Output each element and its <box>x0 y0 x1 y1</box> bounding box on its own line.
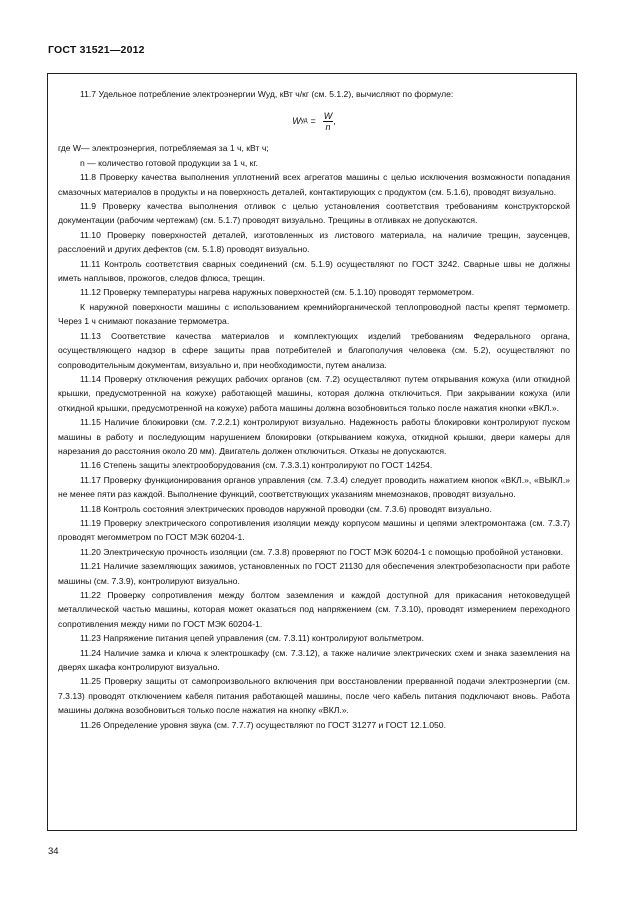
formula-tail: , <box>333 116 336 127</box>
paragraph-11-23: 11.23 Напряжение питания цепей управления (см. 7.3.11) контролируют вольтметром. <box>80 633 425 644</box>
paragraph-11-11: 11.11 Контроль соответствия сварных соединений (см. 5.1.9) осуществляют по ГОСТ 3242. Сварные швы не должны иметь наплывов, прожогов, следов флюса, трещин. <box>58 258 570 284</box>
paragraph-11-13: 11.13 Соответствие качества материалов и комплектующих изделий требованиям Федерального органа, осуществляющего надзор в сфере защиты прав потребителей и благополучия человека (см. 5.2), осуществляют по сопроводительным документам, визуально и, при необходимости, путем анализа. <box>58 330 570 370</box>
paragraph-11-14: 11.14 Проверку отключения режущих рабочих органов (см. 7.2) осуществляют путем открывания кожуха (или откидной крышки, предусмотренной на кожухе) работающей машины, которая должна отключиться. При закрывании кожуха (или откидной крышки, предусмотренной на кожухе) работа машины должна возобновиться только после нажатия кнопки «ВКЛ.». <box>58 373 570 413</box>
document-body <box>58 87 570 732</box>
where-n: n — количество готовой продукции за 1 ч, кг. <box>80 157 258 168</box>
paragraph-11-19: 11.19 Проверку электрического сопротивления изоляции между корпусом машины и цепями электромонтажа (см. 7.3.7) проводят мегомметром по ГОСТ МЭК 60204-1. <box>58 517 570 543</box>
paragraph-11-12: 11.12 Проверку температуры нагрева наружных поверхностей (см. 5.1.10) проводят термометром. <box>80 287 475 298</box>
paragraph-11-18: 11.18 Контроль состояния электрических проводов наружной проводки (см. 7.3.6) проводят визуально. <box>80 503 492 514</box>
formula-denominator: n <box>325 121 331 132</box>
paragraph-11-9: 11.9 Проверку качества выполнения отливок с целью установления соответствия требованиям конструкторской документации (рабочим чертежам) (см. 5.1.7) проводят визуально. Трещины в отливках не допускаются. <box>58 201 570 226</box>
paragraph-11-7: 11.7 Удельное потребление электроэнергии Wуд, кВт ч/кг (см. 5.1.2), вычисляют по формуле: <box>80 89 454 99</box>
paragraph-11-10: 11.10 Проверку поверхностей деталей, изготовленных из листового материала, на наличие трещин, заусенцев, расслоений и других дефектов (см. 5.1.8) проводят визуально. <box>58 229 570 255</box>
paragraph-11-20: 11.20 Электрическую прочность изоляции (см. 7.3.8) проверяют по ГОСТ МЭК 60204-1 с помощью пробойной установки. <box>80 546 564 557</box>
paragraph-11-21: 11.21 Наличие заземляющих зажимов, установленных по ГОСТ 21130 для обеспечения электробезопасности при работе машины (см. 7.3.9), контролируют визуально. <box>58 561 570 586</box>
paragraph-11-17: 11.17 Проверку функционирования органов управления (см. 7.3.4) следует проводить нажатием кнопок «ВКЛ.», «ВЫКЛ.» не менее пяти раз каждой. Выполнение функций, соответствующих указаниям мнемознаков, проводят визуально. <box>58 474 570 500</box>
formula-equals: = <box>310 116 316 127</box>
where-w: где W— электроэнергия, потребляемая за 1 ч, кВт ч; <box>58 143 269 154</box>
paragraph-11-26: 11.26 Определение уровня звука (см. 7.7.7) осуществляют по ГОСТ 31277 и ГОСТ 12.1.050. <box>80 719 446 730</box>
formula-lhs: W <box>292 116 301 127</box>
formula-numerator: W <box>323 110 333 121</box>
formula <box>58 101 570 141</box>
paragraph-11-8: 11.8 Проверку качества выполнения уплотнений всех агрегатов машины с целью исключения возможности попадания смазочных материалов в продукты и на поверхность деталей, контактирующих с продуктом (см. 5.1.6), проводят визуально. <box>58 172 570 197</box>
formula-lhs-sub: уд <box>300 117 308 125</box>
paragraph-11-24: 11.24 Наличие замка и ключа к электрошкафу (см. 7.3.12), а также наличие электрических схем и знака заземления на дверях шкафа контролируют визуально. <box>58 647 570 673</box>
paragraph-11-22: 11.22 Проверку сопротивления между болтом заземления и каждой доступной для прикасания нетоковедущей металлической частью машины, которая может оказаться под напряжением (см. 7.3.10), проводят измерением переходного сопротивления между ними по ГОСТ МЭК 60204-1. <box>58 590 570 629</box>
paragraph-11-25: 11.25 Проверку защиты от самопроизвольного включения при восстановлении прерванной подачи электроэнергии (см. 7.3.13) проводят отключением кабеля питания работающей машины, после чего кабель питания подключают вновь. Работа машины должна возобновиться только после нажатия на кнопку «ВКЛ.». <box>58 676 570 716</box>
page-number: 34 <box>48 846 59 857</box>
document-header: ГОСТ 31521—2012 <box>48 44 145 56</box>
paragraph-11-15: 11.15 Наличие блокировки (см. 7.2.2.1) контролируют визуально. Надежность работы блокировки контролируют пуском машины в работу и последующим нарушением блокировки (открыванием кожуха, откидной крышки, двери камеры для нарезания до расстояния около 20 мм). Двигатель должен отключиться. Отказы не допускаются. <box>58 417 570 456</box>
formula-fraction <box>323 111 334 132</box>
paragraph-11-16: 11.16 Степень защиты электрооборудования (см. 7.3.3.1) контролируют по ГОСТ 14254. <box>80 460 433 471</box>
paragraph-11-12b: К наружной поверхности машины с использованием кремнийорганической теплопроводной пасты крепят термометр. Через 1 ч снимают показание термометра. <box>58 301 570 327</box>
